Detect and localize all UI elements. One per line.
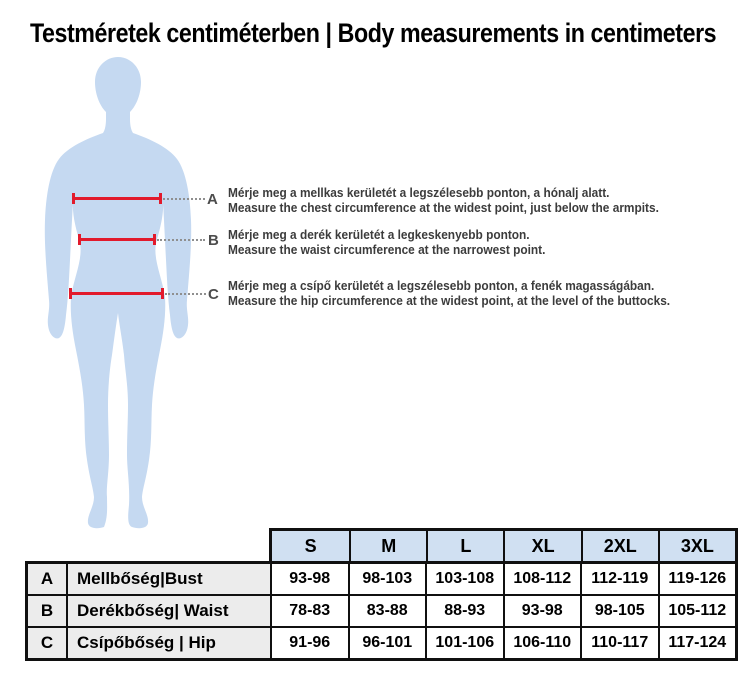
- chest-annotation: [228, 186, 722, 216]
- waist-annotation: [228, 228, 722, 258]
- waist-annotation-hu: Mérje meg a derék kerületét a legkeskenyebb ponton.: [228, 228, 530, 242]
- size-table-body: [25, 561, 738, 661]
- row-label: Derékbőség| Waist: [66, 596, 270, 626]
- size-header-s: S: [304, 536, 317, 556]
- body-silhouette: [0, 55, 240, 555]
- waist-value-xl: 93-98: [503, 596, 581, 626]
- size-header-3xl: 3XL: [658, 531, 735, 561]
- bust-value-m: 98-103: [348, 564, 426, 594]
- row-letter: B: [28, 596, 66, 626]
- hip-annotation-en: Measure the hip circumference at the widest point, at the level of the buttocks.: [228, 294, 671, 308]
- hip-value-m: 96-101: [348, 628, 426, 658]
- hip-annotation: [228, 279, 722, 309]
- hip-measure-line: [69, 292, 164, 295]
- hip-value-s: 91-96: [270, 628, 348, 658]
- size-header-2xl: 2XL: [581, 531, 658, 561]
- waist-measure-line: [78, 238, 156, 241]
- size-header-xl: XL: [503, 531, 580, 561]
- size-header-m: M: [349, 531, 426, 561]
- pointer-letter-a: A: [207, 191, 218, 208]
- row-label: Mellbőség|Bust: [66, 564, 270, 594]
- hip-annotation-hu: Mérje meg a csípő kerületét a legszélesebb ponton, a fenék magasságában.: [228, 279, 655, 293]
- hip-value-xl: 106-110: [503, 628, 581, 658]
- bust-value-l: 103-108: [425, 564, 503, 594]
- row-label: Csípőbőség | Hip: [66, 628, 270, 658]
- table-row-waist: [28, 594, 735, 626]
- page-title: Testméretek centiméterben | Body measurements in centimeters: [30, 18, 717, 48]
- table-row-bust: [28, 564, 735, 594]
- waist-value-s: 78-83: [270, 596, 348, 626]
- size-table: [25, 528, 738, 661]
- pointer-letter-c: C: [208, 286, 219, 303]
- hip-value-2xl: 110-117: [580, 628, 658, 658]
- chest-dotted-connector: [163, 198, 205, 200]
- waist-dotted-connector: [157, 239, 205, 241]
- table-row-hip: [28, 626, 735, 658]
- hip-dotted-connector: [165, 293, 206, 295]
- bust-value-xl: 108-112: [503, 564, 581, 594]
- waist-value-m: 83-88: [348, 596, 426, 626]
- waist-value-3xl: 105-112: [658, 596, 736, 626]
- pointer-letter-b: B: [208, 232, 219, 249]
- chest-measure-line: [72, 197, 162, 200]
- hip-value-3xl: 117-124: [658, 628, 736, 658]
- bust-value-2xl: 112-119: [580, 564, 658, 594]
- waist-value-2xl: 98-105: [580, 596, 658, 626]
- bust-value-3xl: 119-126: [658, 564, 736, 594]
- hip-value-l: 101-106: [425, 628, 503, 658]
- bust-value-s: 93-98: [270, 564, 348, 594]
- waist-value-l: 88-93: [425, 596, 503, 626]
- row-letter: A: [28, 564, 66, 594]
- chest-annotation-en: Measure the chest circumference at the widest point, just below the armpits.: [228, 201, 659, 215]
- size-table-header-row: [269, 528, 738, 561]
- chest-annotation-hu: Mérje meg a mellkas kerületét a legszélesebb ponton, a hónalj alatt.: [228, 186, 610, 200]
- row-letter: C: [28, 628, 66, 658]
- waist-annotation-en: Measure the waist circumference at the narrowest point.: [228, 243, 546, 257]
- size-header-l: L: [426, 531, 503, 561]
